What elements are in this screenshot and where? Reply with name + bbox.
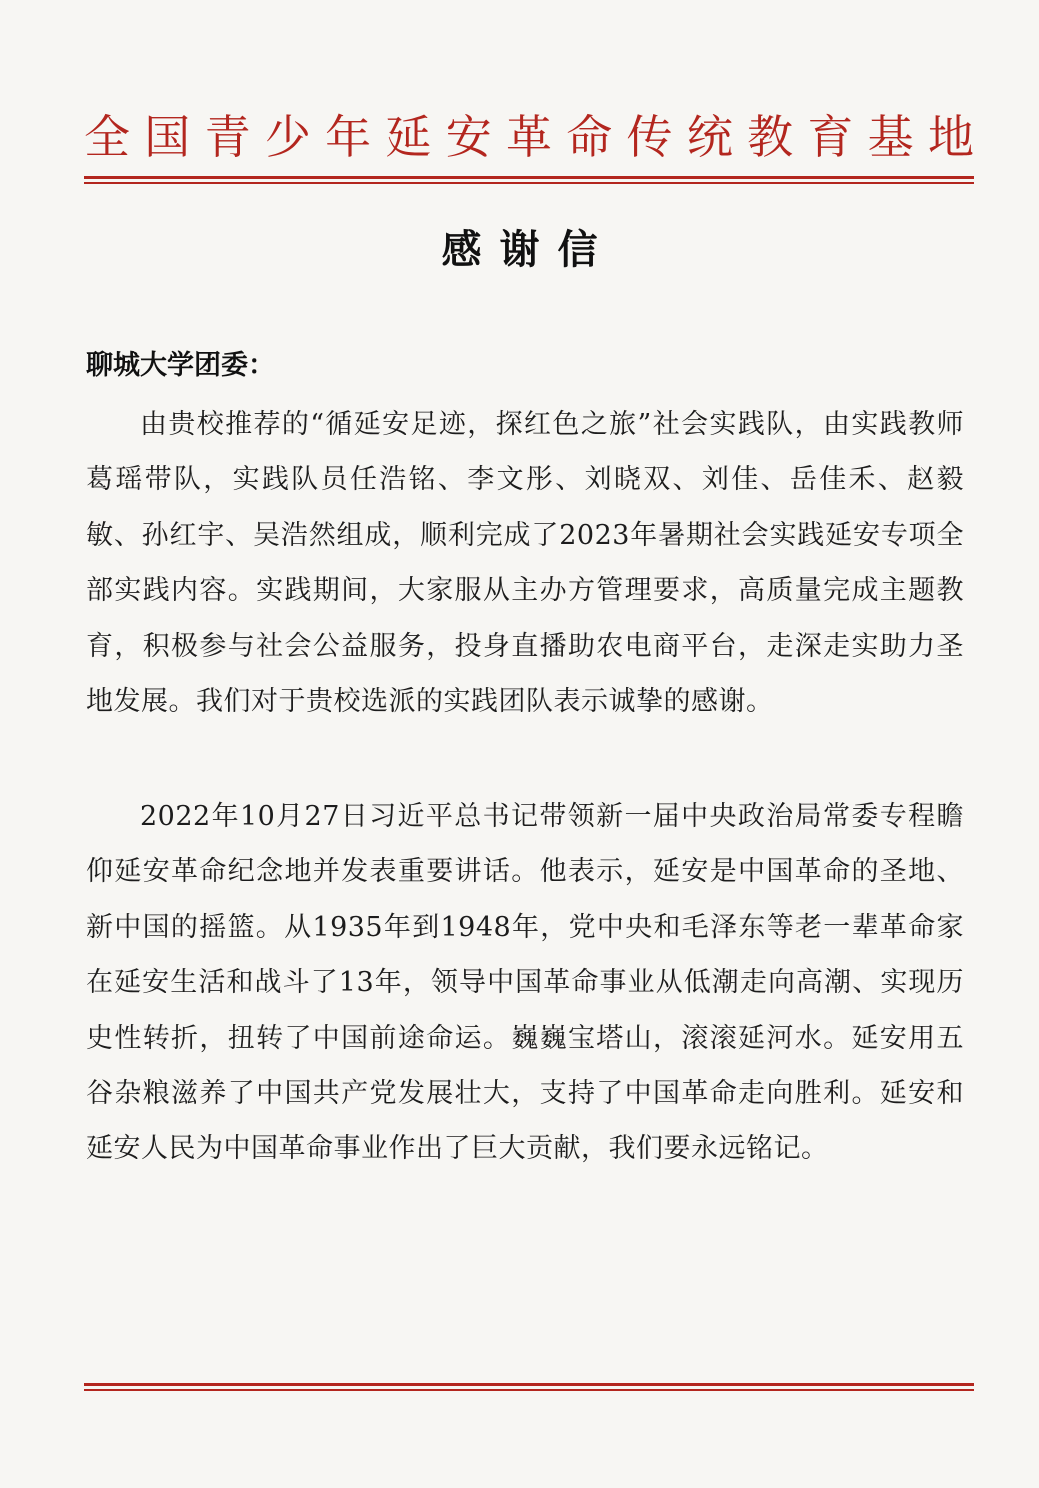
header-char: 育 [807, 110, 854, 164]
footer-divider [84, 1383, 974, 1391]
header-char: 国 [144, 110, 191, 164]
header-divider [84, 176, 974, 184]
body-paragraph-2: 2022年10月27日习近平总书记带领新一届中央政治局常委专程瞻仰延安革命纪念地并发表重要讲话。他表示，延安是中国革命的圣地、新中国的摇篮。从1935年到1948年，党中央和毛泽东等老一辈革命家在延安生活和战斗了13年，领导中国革命事业从低潮走向高潮、实现历史性转折，扭转了中国前途命运。巍巍宝塔山，滚滚延河水。延安用五谷杂粮滋养了中国共产党发展壮大，支持了中国革命走向胜利。延安和延安人民为中国革命事业作出了巨大贡献，我们要永远铭记。 [86, 801, 964, 1165]
header-char: 安 [445, 110, 492, 164]
organization-header [84, 108, 974, 166]
header-char: 统 [686, 110, 733, 164]
header-char: 革 [505, 110, 552, 164]
header-char: 少 [264, 110, 311, 164]
header-char: 年 [325, 110, 372, 164]
header-char: 延 [385, 110, 432, 164]
salutation: 聊城大学团委： [86, 350, 275, 381]
header-char: 全 [84, 110, 130, 164]
header-char: 基 [867, 110, 914, 164]
header-char: 教 [747, 110, 794, 164]
header-char: 命 [566, 110, 613, 164]
body-paragraph-1: 由贵校推荐的“循延安足迹，探红色之旅”社会实践队，由实践教师葛瑶带队，实践队员任浩铭、李文彤、刘晓双、刘佳、岳佳禾、赵毅敏、孙红宇、吴浩然组成，顺利完成了2023年暑期社会实践延安专项全部实践内容。实践期间，大家服从主办方管理要求，高质量完成主题教育，积极参与社会公益服务，投身直播助农电商平台，走深走实助力圣地发展。我们对于贵校选派的实践团队表示诚挚的感谢。 [86, 409, 964, 718]
letter-title: 感谢信 [441, 227, 616, 273]
header-char: 传 [626, 110, 673, 164]
header-char: 青 [204, 110, 251, 164]
header-char: 地 [927, 110, 974, 164]
